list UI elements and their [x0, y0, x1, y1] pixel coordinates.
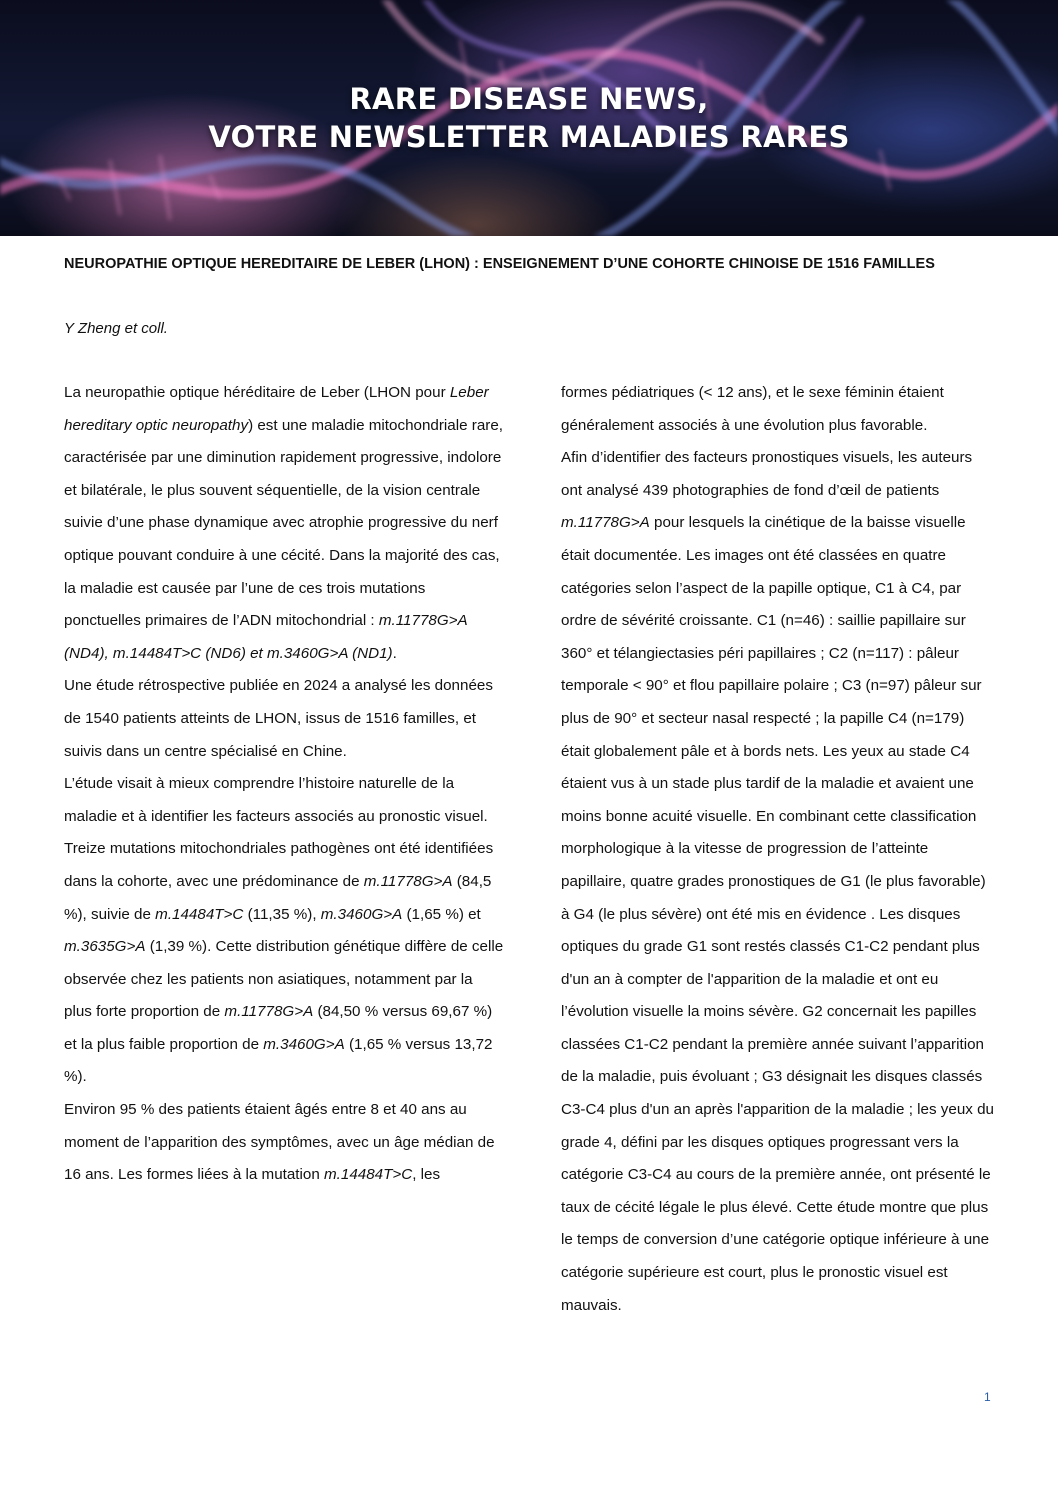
mutation-name: m.11778G>A — [561, 514, 650, 532]
newsletter-title — [0, 80, 1058, 156]
paragraph-introduction — [64, 377, 504, 670]
text-run: , les — [412, 1166, 441, 1184]
mutation-name: m.14484T>C — [324, 1166, 413, 1184]
page-number: 1 — [984, 1390, 991, 1404]
text-run: pour lesquels la cinétique de la baisse visuelle était documentée. Les images ont été classées en quatre catégories selon l’aspect de la papille optique, C1 à C4, par ordre de sévérité croissante. C1 (n=46) : saillie papillaire sur 360° et télangiectasies péri papillaires ; C2 (n=117) : pâleur temporale < 90° et flou papillaire polaire ; C3 (n=97) pâleur sur plus de 90° et secteur nasal respecté ; la papille C4 (n=179) était globalement pâle et à bords nets. Les yeux au stade C4 étaient vus à un stade plus tardif de la maladie et avaient une moins bonne acuité visuelle. En combinant cette classification morphologique à la vitesse de progression de l’atteinte papillaire, quatre grades pronostiques de G1 (le plus favorable) à G4 (le plus sévère) ont été mis en évidence . Les disques optiques du grade G1 sont restés classés C1-C2 pendant plus d'un an à compter de l'apparition de la maladie et ont eu l’évolution visuelle la moins sévère. G2 concernait les papilles classées C1-C2 pendant la première année suivant l’apparition de la maladie, puis évoluant ; G3 désignait les disques classés C3-C4 plus d'un an après l'apparition de la maladie ; les yeux du grade 4, défini par les disques optiques progressant vers la catégorie C3-C4 au cours de la première année, ont présenté le taux de cécité légale le plus élevé. Cette étude montre que plus le temps de conversion d’une catégorie optique inférieure à une catégorie supérieure est court, plus le pronostic visuel est mauvais. — [561, 514, 994, 1314]
text-run: Treize mutations mitochondriales pathogènes ont été identifiées dans la cohorte, avec une prédominance de — [64, 840, 494, 890]
mutation-list: m.11778G>A (ND4), m.14484T>C (ND6) et m.3460G>A (ND1) — [64, 612, 468, 662]
mutation-name: m.11778G>A — [224, 1003, 314, 1021]
text-run: Afin d’identifier des facteurs pronostiques visuels, les auteurs ont analysé 439 photographies de fond d’œil de patients — [561, 449, 973, 499]
paragraph-favorable-factors: formes pédiatriques (< 12 ans), et le sexe féminin étaient généralement associés à une évolution plus favorable. — [561, 384, 944, 434]
text-run: La neuropathie optique héréditaire de Leber (LHON pour — [64, 384, 450, 401]
text-run: (84,5 %), suivie de — [64, 872, 492, 923]
paragraph-prognostic-classification — [561, 442, 997, 1322]
paragraph-age — [64, 1094, 504, 1192]
paragraph-objective: L’étude visait à mieux comprendre l’histoire naturelle de la maladie et à identifier les facteurs associés au pronostic visuel. — [64, 775, 488, 825]
mutation-name: m.3635G>A — [64, 938, 146, 956]
text-run: (1,65 % versus 13,72 %). — [64, 1035, 493, 1086]
mutation-name: m.3460G>A — [263, 1035, 345, 1053]
article-title: NEUROPATHIE OPTIQUE HEREDITAIRE DE LEBER (LHON) : ENSEIGNEMENT D’UNE COHORTE CHINOISE DE 1516 FAMILLES — [64, 256, 935, 272]
right-column — [561, 377, 997, 1322]
text-run: Environ 95 % des patients étaient âgés entre 8 et 40 ans au moment de l’apparition des symptômes, avec un âge médian de 16 ans. Les formes liées à la mutation — [64, 1101, 495, 1184]
paragraph-study: Une étude rétrospective publiée en 2024 a analysé les données de 1540 patients atteints de LHON, issus de 1516 familles, et suivis dans un centre spécialisé en Chine. — [64, 677, 493, 760]
left-column — [64, 377, 504, 1192]
text-run: (1,39 %). Cette distribution génétique diffère de celle observée chez les patients non asiatiques, notamment par la plus forte proportion de — [64, 938, 504, 1021]
italic-run: Leber hereditary optic neuropathy — [64, 384, 489, 434]
text-run: ) est une maladie mitochondriale rare, caractérisée par une diminution rapidement progressive, indolore et bilatérale, le plus souvent séquentielle, de la vision centrale suivie d’une phase dynamique avec atrophie progressive du nerf optique pouvant conduire à une cécité. Dans la majorité des cas, la maladie est causée par l’une de ces trois mutations ponctuelles primaires de l’ADN mitochondrial : — [64, 416, 504, 630]
article-authors: Y Zheng et coll. — [64, 320, 168, 337]
paragraph-mutations — [64, 833, 504, 1094]
newsletter-title-line2: VOTRE NEWSLETTER MALADIES RARES — [208, 120, 850, 154]
newsletter-title-line1: RARE DISEASE NEWS, — [349, 82, 709, 116]
mutation-name: m.14484T>C — [155, 905, 244, 923]
header-banner — [0, 0, 1058, 236]
mutation-name: m.11778G>A — [363, 872, 453, 890]
text-run: (84,50 % versus 69,67 %) et la plus faible proportion de — [64, 1003, 493, 1053]
text-run: (1,65 %) et — [402, 905, 481, 923]
text-run: . — [392, 644, 397, 662]
text-run: (11,35 %), — [243, 905, 321, 923]
mutation-name: m.3460G>A — [320, 905, 403, 923]
